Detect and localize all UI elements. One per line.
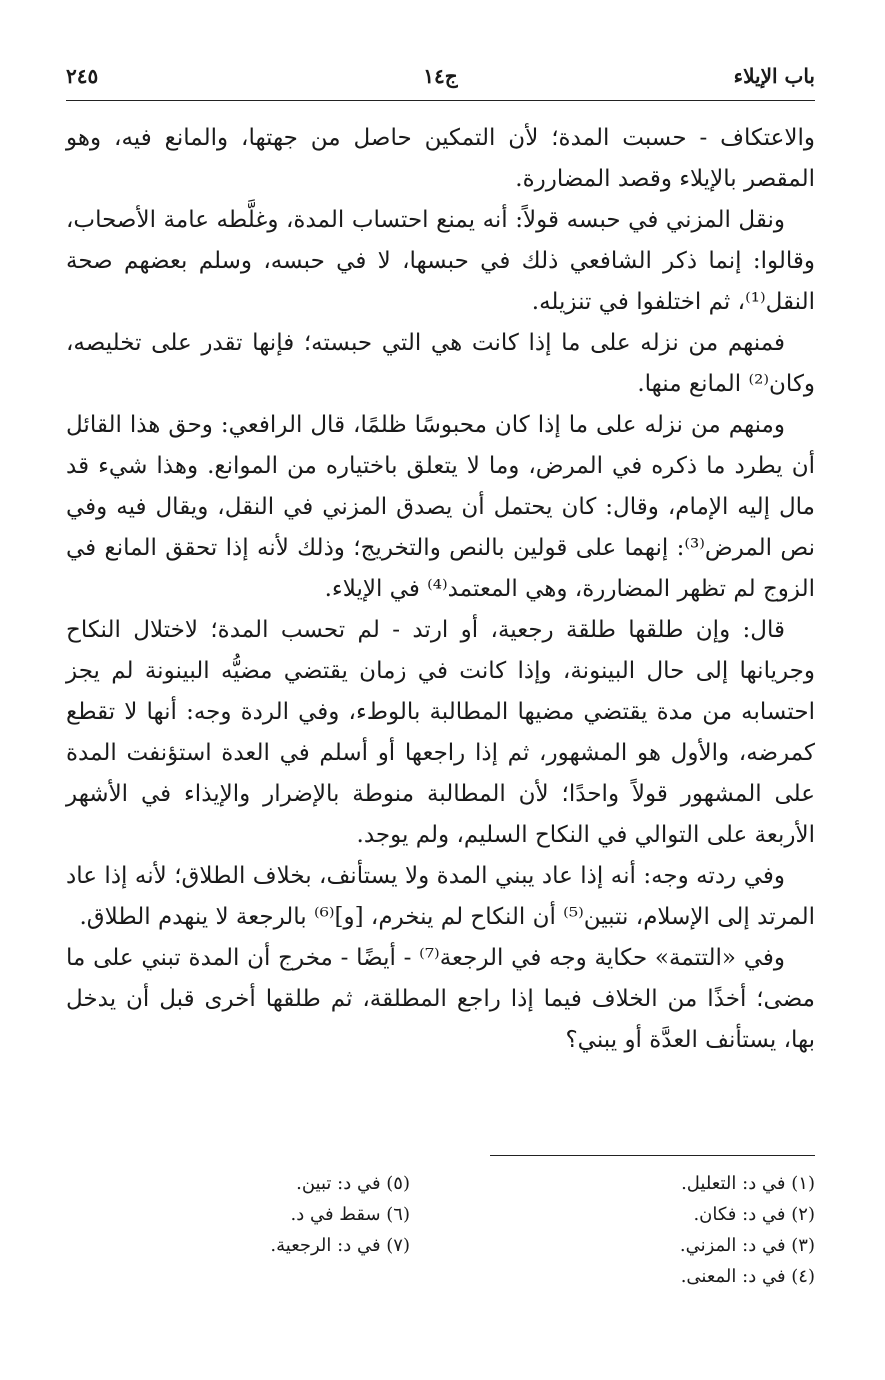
main-text (66, 118, 815, 1061)
footnotes-left-column (70, 1168, 410, 1261)
footnote-item: (٢) في د: فكان. (693, 1204, 815, 1225)
footnote-item: (٦) سقط في د. (290, 1204, 410, 1225)
footnote-item: (٣) في د: المزني. (679, 1235, 815, 1256)
volume-number: ج١٤ (423, 64, 458, 88)
paragraph: ونقل المزني في حبسه قولاً: أنه يمنع احتساب المدة، وغلَّطه عامة الأصحاب، وقالوا: إنما ذكر الشافعي ذلك في حبسها، لا في حبسه، وسلم بعضهم صحة النقل⁽¹⁾، ثم اختلفوا في تنزيله. (66, 207, 815, 315)
paragraph: وفي «التتمة» حكاية وجه في الرجعة⁽⁷⁾ - أيضًا - مخرج أن المدة تبني على ما مضى؛ أخذًا من الخلاف فيما إذا راجع المطلقة، ثم طلقها أخرى قبل أن يدخل بها، يستأنف العدَّة أو يبني؟ (66, 945, 815, 1053)
footnote-item: (١) في د: التعليل. (681, 1173, 815, 1194)
paragraph: ومنهم من نزله على ما إذا كان محبوسًا ظلمًا، قال الرافعي: وحق هذا القائل أن يطرد ما ذكره في المرض، وما لا يتعلق باختياره من الموانع. وهذا شيء قد مال إليه الإمام، وقال: كان يحتمل أن يصدق المزني في النقل، ويقال فيه وفي نص المرض⁽³⁾: إنهما على قولين بالنص والتخريج؛ وذلك لأنه إذا تحقق المانع في الزوج لم تظهر المضاررة، وهي المعتمد⁽⁴⁾ في الإيلاء. (66, 412, 815, 602)
page-header (66, 60, 815, 94)
footnote-item: (٥) في د: تبين. (296, 1173, 410, 1194)
footnotes-right-column (475, 1168, 815, 1292)
footnote-separator (490, 1155, 815, 1156)
footnote-item: (٧) في د: الرجعية. (270, 1235, 410, 1256)
header-rule (66, 100, 815, 101)
footnote-item: (٤) في د: المعنى. (680, 1266, 815, 1287)
paragraph: قال: وإن طلقها طلقة رجعية، أو ارتد - لم تحسب المدة؛ لاختلال النكاح وجريانها إلى حال البينونة، وإذا كانت في زمان يقتضي مضيُّه البينونة لم يجز احتسابه من مدة يقتضي مضيها المطالبة بالوطء، وفي الردة وجه: أنها لا تقطع كمرضه، والأول هو المشهور، ثم إذا راجعها أو أسلم في العدة استؤنفت المدة على المشهور قولاً واحدًا؛ لأن المطالبة منوطة بالإضرار والإيذاء في الأشهر الأربعة على التوالي في النكاح السليم، ولم يوجد. (66, 617, 815, 848)
page-number: ٢٤٥ (66, 64, 99, 88)
paragraph: فمنهم من نزله على ما إذا كانت هي التي حبسته؛ فإنها تقدر على تخليصه، وكان⁽²⁾ المانع منها. (66, 330, 815, 397)
chapter-title: باب الإيلاء (733, 64, 815, 88)
paragraph: والاعتكاف - حسبت المدة؛ لأن التمكين حاصل من جهتها، والمانع فيه، وهو المقصر بالإيلاء وقصد المضاررة. (66, 125, 815, 192)
paragraph: وفي ردته وجه: أنه إذا عاد يبني المدة ولا يستأنف، بخلاف الطلاق؛ لأنه إذا عاد المرتد إلى الإسلام، نتبين⁽⁵⁾ أن النكاح لم ينخرم، [و]⁽⁶⁾ بالرجعة لا ينهدم الطلاق. (66, 863, 815, 930)
